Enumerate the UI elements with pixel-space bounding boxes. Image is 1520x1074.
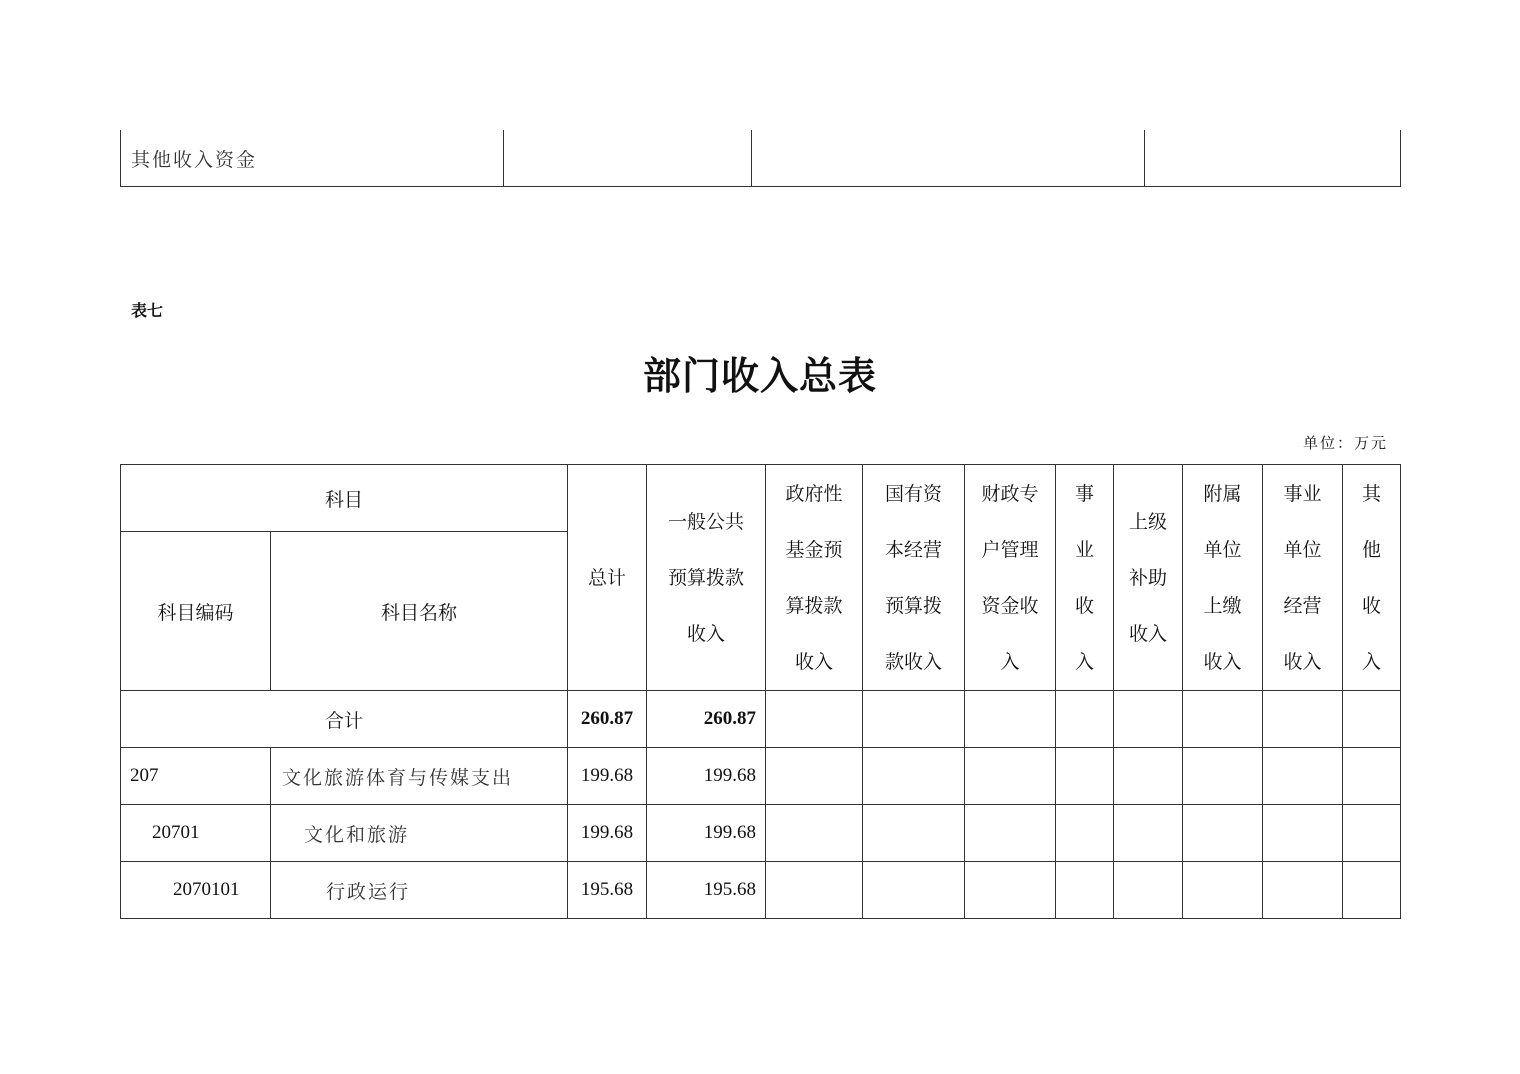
table-cell bbox=[1056, 748, 1114, 805]
general-budget-value: 195.68 bbox=[647, 862, 766, 919]
table-cell bbox=[1056, 691, 1114, 748]
header-state-capital: 国有资 本经营 预算拨 款收入 bbox=[863, 465, 965, 691]
total-value: 199.68 bbox=[568, 748, 647, 805]
subject-code: 2070101 bbox=[121, 862, 271, 919]
subject-code: 207 bbox=[121, 748, 271, 805]
header-total: 总计 bbox=[568, 465, 647, 691]
table-row bbox=[121, 862, 1401, 919]
table-cell bbox=[766, 748, 863, 805]
table-cell bbox=[863, 805, 965, 862]
general-budget-value: 260.87 bbox=[647, 691, 766, 748]
table-cell bbox=[1183, 805, 1263, 862]
page-title: 部门收入总表 bbox=[642, 353, 877, 398]
row-label: 其他收入资金 bbox=[121, 130, 504, 187]
total-value: 260.87 bbox=[568, 691, 647, 748]
table-cell bbox=[1343, 691, 1401, 748]
header-other: 其 他 收 入 bbox=[1343, 465, 1401, 691]
subject-name: 文化和旅游 bbox=[271, 805, 568, 862]
header-gov-fund: 政府性 基金预 算拨款 收入 bbox=[766, 465, 863, 691]
table-cell bbox=[1114, 862, 1183, 919]
table-cell bbox=[1343, 748, 1401, 805]
subject-code: 20701 bbox=[121, 805, 271, 862]
table-cell bbox=[1056, 862, 1114, 919]
header-subject-code: 科目编码 bbox=[121, 532, 271, 691]
table-row bbox=[121, 805, 1401, 862]
table-cell bbox=[1114, 805, 1183, 862]
table-cell bbox=[1183, 748, 1263, 805]
table-cell bbox=[1343, 805, 1401, 862]
table-cell bbox=[752, 130, 1145, 187]
table-cell bbox=[1263, 691, 1343, 748]
header-business-income: 事 业 收 入 bbox=[1056, 465, 1114, 691]
table-cell bbox=[766, 805, 863, 862]
table-cell bbox=[1183, 862, 1263, 919]
total-row bbox=[121, 691, 1401, 748]
general-budget-value: 199.68 bbox=[647, 748, 766, 805]
general-budget-value: 199.68 bbox=[647, 805, 766, 862]
table-cell bbox=[1056, 805, 1114, 862]
table-cell bbox=[1263, 805, 1343, 862]
header-row bbox=[121, 465, 1401, 532]
table-cell bbox=[766, 691, 863, 748]
total-value: 195.68 bbox=[568, 862, 647, 919]
table-cell bbox=[965, 805, 1056, 862]
table-cell bbox=[965, 862, 1056, 919]
header-superior-subsidy: 上级 补助 收入 bbox=[1114, 465, 1183, 691]
unit-label: 单位：万元 bbox=[1302, 434, 1388, 452]
table-cell bbox=[1114, 691, 1183, 748]
table-cell bbox=[1183, 691, 1263, 748]
total-label: 合计 bbox=[121, 691, 568, 748]
header-operating: 事业 单位 经营 收入 bbox=[1263, 465, 1343, 691]
table-cell bbox=[1114, 748, 1183, 805]
header-fiscal-account: 财政专 户管理 资金收 入 bbox=[965, 465, 1056, 691]
subject-name: 行政运行 bbox=[271, 862, 568, 919]
table-row bbox=[121, 130, 1401, 187]
total-value: 199.68 bbox=[568, 805, 647, 862]
table-cell bbox=[1343, 862, 1401, 919]
header-subject: 科目 bbox=[121, 465, 568, 532]
table-cell bbox=[766, 862, 863, 919]
table-cell bbox=[504, 130, 752, 187]
table-cell bbox=[863, 691, 965, 748]
table-cell bbox=[1263, 862, 1343, 919]
header-general-budget: 一般公共 预算拨款 收入 bbox=[647, 465, 766, 691]
header-subject-name: 科目名称 bbox=[271, 532, 568, 691]
table-number: 表七 bbox=[131, 301, 164, 320]
table-cell bbox=[965, 748, 1056, 805]
table-cell bbox=[965, 691, 1056, 748]
table-cell bbox=[1263, 748, 1343, 805]
header-affiliated: 附属 单位 上缴 收入 bbox=[1183, 465, 1263, 691]
table-cell bbox=[863, 748, 965, 805]
subject-name: 文化旅游体育与传媒支出 bbox=[271, 748, 568, 805]
table-cell bbox=[1145, 130, 1401, 187]
table-cell bbox=[863, 862, 965, 919]
previous-table-continuation bbox=[120, 130, 1401, 187]
income-summary-table bbox=[120, 464, 1401, 919]
table-row bbox=[121, 748, 1401, 805]
